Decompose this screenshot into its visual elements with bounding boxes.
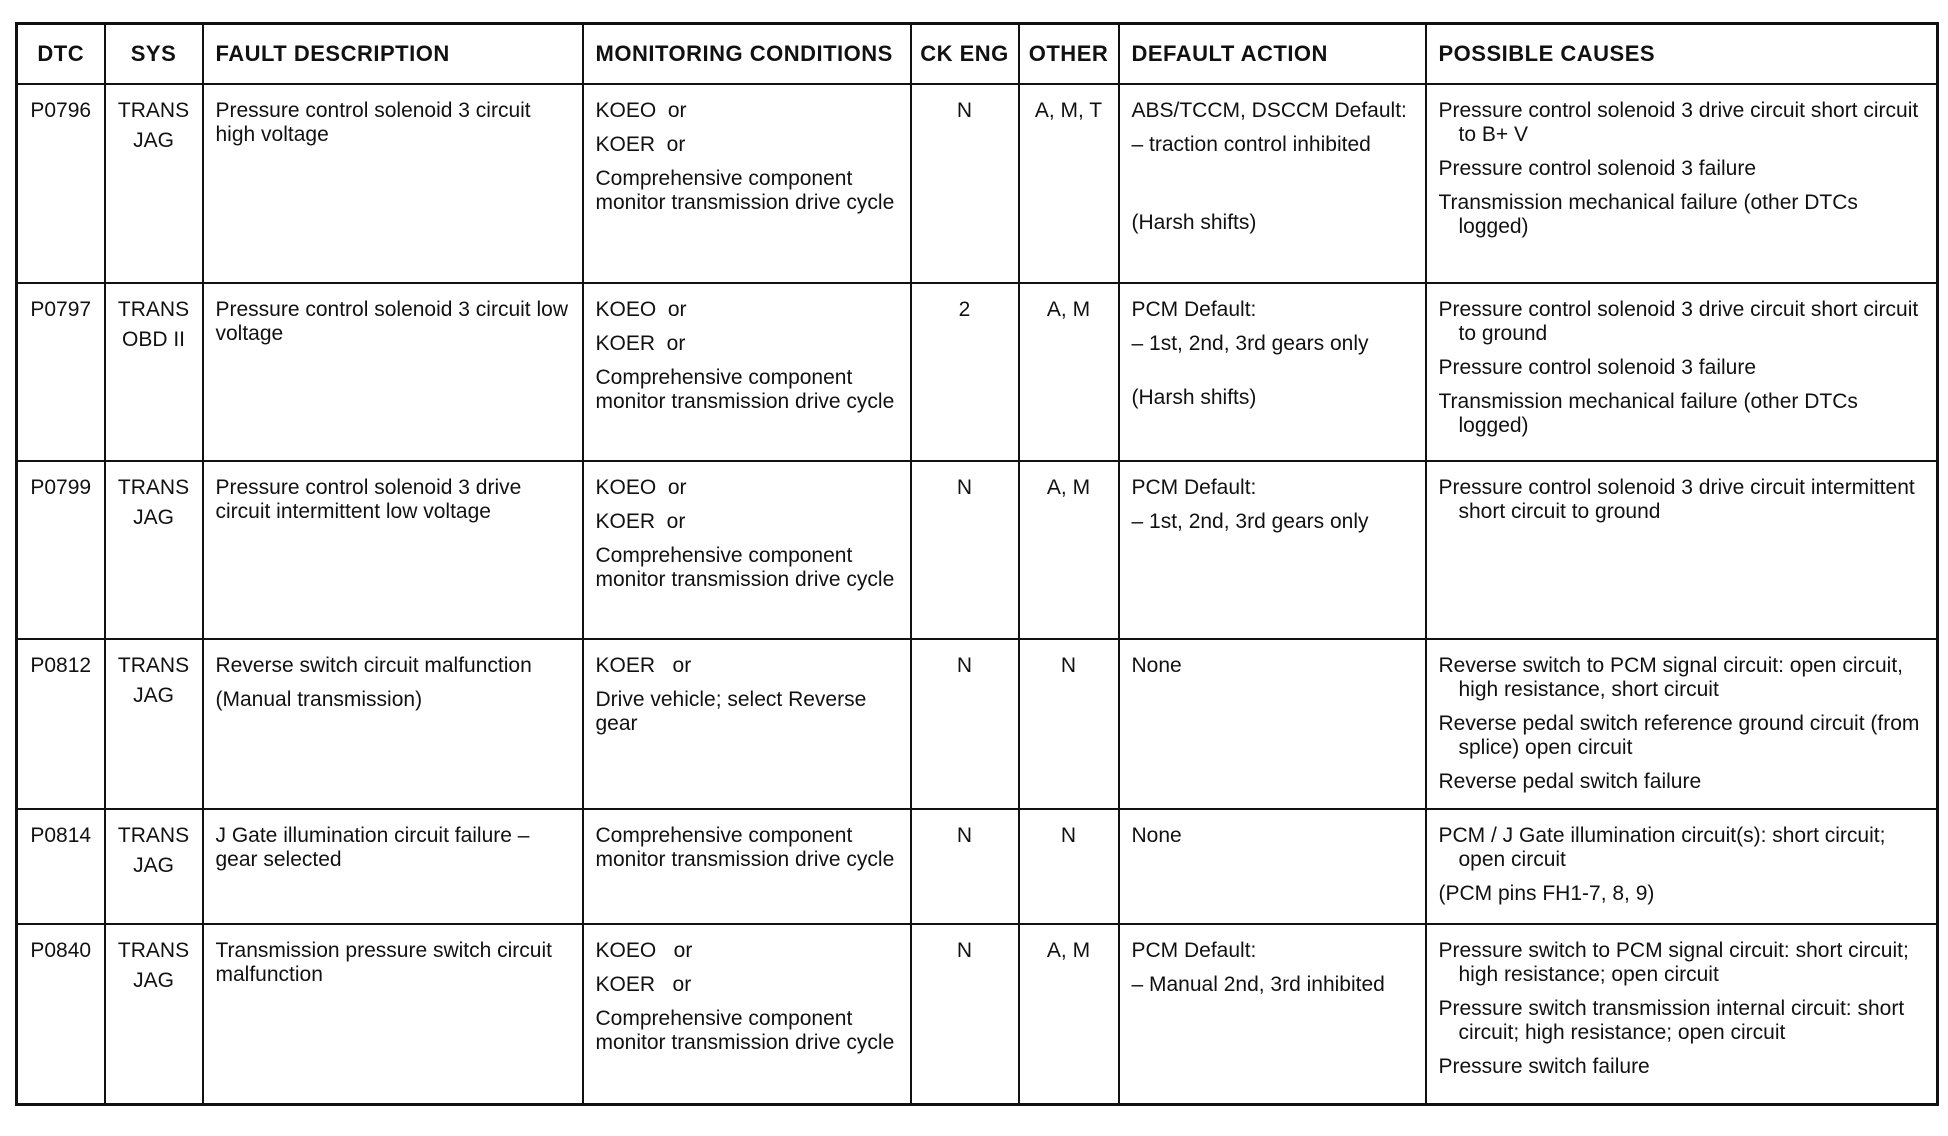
sys-cell <box>105 809 203 924</box>
fault-content <box>204 925 582 995</box>
default-action-cell <box>1119 639 1426 809</box>
ck-eng-value: 2 <box>958 298 971 321</box>
sys-cell <box>105 461 203 639</box>
dtc-code: P0797 <box>30 298 92 321</box>
possible-cause-line: Reverse pedal switch failure <box>1438 770 1702 793</box>
dtc-cell <box>17 84 105 283</box>
other-cell <box>1019 461 1119 639</box>
monitoring-cell <box>583 924 911 1104</box>
fault-line: Transmission pressure switch circuit malfunction <box>215 939 552 986</box>
monitoring-content <box>584 640 910 744</box>
fault-cell <box>203 639 583 809</box>
sys-line: JAG <box>133 506 174 529</box>
table-row <box>17 639 1938 809</box>
other-value: N <box>1060 824 1077 847</box>
sys-line: JAG <box>133 129 174 152</box>
other-value: A, M <box>1046 476 1091 499</box>
monitoring-line: Comprehensive component monitor transmission drive cycle <box>595 544 895 591</box>
fault-content <box>204 85 582 155</box>
dtc-code: P0814 <box>30 824 92 847</box>
sys-line: JAG <box>133 969 174 992</box>
ck-eng-value: N <box>956 824 973 847</box>
fault-line: Pressure control solenoid 3 circuit high voltage <box>215 99 531 146</box>
possible-cause-line: (PCM pins FH1-7, 8, 9) <box>1438 882 1655 905</box>
ck-eng-cell <box>911 809 1019 924</box>
possible-cause-line: Reverse switch to PCM signal circuit: open circuit, high resistance, short circuit <box>1438 654 1903 701</box>
default-action-line: PCM Default: <box>1131 939 1257 962</box>
possible-causes-cell <box>1426 283 1938 461</box>
possible-causes-cell <box>1426 461 1938 639</box>
default-action-line: (Harsh shifts) <box>1131 386 1257 409</box>
default-action-content <box>1120 85 1425 253</box>
monitoring-cell <box>583 461 911 639</box>
possible-cause-line: Transmission mechanical failure (other DTCs logged) <box>1438 191 1858 238</box>
fault-content <box>204 640 582 720</box>
possible-causes-content <box>1427 462 1937 532</box>
other-cell <box>1019 283 1119 461</box>
dtc-code: P0840 <box>30 939 92 962</box>
default-action-content <box>1120 284 1425 428</box>
monitoring-line: Comprehensive component monitor transmission drive cycle <box>595 824 895 871</box>
fault-cell <box>203 461 583 639</box>
monitoring-content <box>584 284 910 422</box>
default-action-line: ABS/TCCM, DSCCM Default: <box>1131 99 1407 122</box>
sys-line: TRANS <box>117 824 190 847</box>
default-action-line: – traction control inhibited <box>1131 133 1371 156</box>
ck-eng-value: N <box>956 654 973 677</box>
sys-content <box>106 462 202 544</box>
table-body <box>17 84 1938 1104</box>
sys-content <box>106 810 202 892</box>
default-action-line: – Manual 2nd, 3rd inhibited <box>1131 973 1385 996</box>
fault-line: Pressure control solenoid 3 drive circuit intermittent low voltage <box>215 476 522 523</box>
ck-eng-cell <box>911 924 1019 1104</box>
ck-eng-cell <box>911 283 1019 461</box>
other-cell <box>1019 809 1119 924</box>
fault-cell <box>203 809 583 924</box>
ck-eng-value: N <box>956 99 973 122</box>
sys-cell <box>105 84 203 283</box>
header-sys: SYS <box>105 24 203 85</box>
dtc-cell <box>17 461 105 639</box>
sys-line: JAG <box>133 684 174 707</box>
sys-line: TRANS <box>117 298 190 321</box>
monitoring-line: KOER or <box>595 654 692 677</box>
possible-cause-line: Pressure control solenoid 3 failure <box>1438 356 1757 379</box>
dtc-code: P0796 <box>30 99 92 122</box>
table-row <box>17 461 1938 639</box>
monitoring-content <box>584 85 910 223</box>
header-possible-causes: POSSIBLE CAUSES <box>1426 24 1938 85</box>
monitoring-line: KOEO or <box>595 476 687 499</box>
other-value: N <box>1060 654 1077 677</box>
header-default-action: DEFAULT ACTION <box>1119 24 1426 85</box>
fault-content <box>204 810 582 880</box>
header-monitoring-conditions: MONITORING CONDITIONS <box>583 24 911 85</box>
dtc-table <box>15 22 1939 1106</box>
possible-causes-content <box>1427 85 1937 247</box>
other-value: A, M <box>1046 939 1091 962</box>
table-row <box>17 84 1938 283</box>
monitoring-line: KOER or <box>595 133 686 156</box>
monitoring-content <box>584 462 910 600</box>
possible-causes-content <box>1427 640 1937 802</box>
sys-cell <box>105 639 203 809</box>
ck-eng-value: N <box>956 476 973 499</box>
monitoring-line: Comprehensive component monitor transmission drive cycle <box>595 366 895 413</box>
header-other: OTHER <box>1019 24 1119 85</box>
sys-cell <box>105 924 203 1104</box>
possible-cause-line: Reverse pedal switch reference ground circuit (from splice) open circuit <box>1438 712 1920 759</box>
default-action-line: PCM Default: <box>1131 298 1257 321</box>
fault-line: Pressure control solenoid 3 circuit low voltage <box>215 298 568 345</box>
ck-eng-cell <box>911 461 1019 639</box>
dtc-cell <box>17 924 105 1104</box>
dtc-code: P0812 <box>30 654 92 677</box>
monitoring-cell <box>583 84 911 283</box>
possible-causes-content <box>1427 810 1937 914</box>
default-action-content <box>1120 640 1425 696</box>
monitoring-line: Comprehensive component monitor transmission drive cycle <box>595 1007 895 1054</box>
monitoring-cell <box>583 809 911 924</box>
monitoring-line: KOER or <box>595 510 686 533</box>
other-value: A, M <box>1046 298 1091 321</box>
possible-cause-line: Transmission mechanical failure (other DTCs logged) <box>1438 390 1858 437</box>
ck-eng-cell <box>911 639 1019 809</box>
sys-line: TRANS <box>117 99 190 122</box>
possible-causes-content <box>1427 284 1937 446</box>
default-action-line: (Harsh shifts) <box>1131 211 1257 234</box>
sys-content <box>106 85 202 167</box>
other-value: A, M, T <box>1034 99 1103 122</box>
table-row <box>17 809 1938 924</box>
monitoring-line: KOEO or <box>595 939 693 962</box>
dtc-cell <box>17 283 105 461</box>
dtc-cell <box>17 639 105 809</box>
possible-cause-line: Pressure control solenoid 3 drive circuit intermittent short circuit to ground <box>1438 476 1915 523</box>
default-action-content <box>1120 925 1425 1015</box>
sys-line: OBD II <box>121 328 185 351</box>
fault-cell <box>203 924 583 1104</box>
sys-content <box>106 640 202 722</box>
monitoring-line: Drive vehicle; select Reverse gear <box>595 688 873 735</box>
header-dtc: DTC <box>17 24 105 85</box>
monitoring-content <box>584 925 910 1063</box>
possible-cause-line: Pressure control solenoid 3 failure <box>1438 157 1757 180</box>
table-row <box>17 283 1938 461</box>
sys-line: TRANS <box>117 939 190 962</box>
fault-content <box>204 284 582 354</box>
monitoring-cell <box>583 639 911 809</box>
monitoring-content <box>584 810 910 880</box>
fault-cell <box>203 283 583 461</box>
possible-causes-cell <box>1426 639 1938 809</box>
fault-line: Reverse switch circuit malfunction <box>215 654 532 677</box>
sys-content <box>106 284 202 366</box>
sys-cell <box>105 283 203 461</box>
default-action-cell <box>1119 924 1426 1104</box>
possible-cause-line: Pressure control solenoid 3 drive circuit short circuit to B+ V <box>1438 99 1919 146</box>
sys-line: TRANS <box>117 654 190 677</box>
default-action-cell <box>1119 84 1426 283</box>
possible-cause-line: PCM / J Gate illumination circuit(s): short circuit; open circuit <box>1438 824 1886 871</box>
sys-line: JAG <box>133 854 174 877</box>
default-action-cell <box>1119 283 1426 461</box>
dtc-code: P0799 <box>30 476 92 499</box>
sys-line: TRANS <box>117 476 190 499</box>
default-action-content <box>1120 810 1425 866</box>
possible-causes-cell <box>1426 84 1938 283</box>
monitoring-line: KOEO or <box>595 298 687 321</box>
ck-eng-value: N <box>956 939 973 962</box>
possible-causes-cell <box>1426 924 1938 1104</box>
possible-cause-line: Pressure control solenoid 3 drive circuit short circuit to ground <box>1438 298 1919 345</box>
monitoring-line: Comprehensive component monitor transmission drive cycle <box>595 167 895 214</box>
default-action-line: PCM Default: <box>1131 476 1257 499</box>
header-ck-eng: CK ENG <box>911 24 1019 85</box>
monitoring-line: KOER or <box>595 332 686 355</box>
possible-cause-line: Pressure switch failure <box>1438 1055 1650 1078</box>
fault-line: (Manual transmission) <box>215 688 423 711</box>
default-action-line: – 1st, 2nd, 3rd gears only <box>1131 510 1369 533</box>
fault-content <box>204 462 582 532</box>
other-cell <box>1019 84 1119 283</box>
monitoring-cell <box>583 283 911 461</box>
sys-content <box>106 925 202 1007</box>
default-action-content <box>1120 462 1425 552</box>
table-row <box>17 924 1938 1104</box>
possible-causes-content <box>1427 925 1937 1087</box>
monitoring-line: KOER or <box>595 973 692 996</box>
default-action-cell <box>1119 461 1426 639</box>
header-row <box>17 24 1938 85</box>
possible-cause-line: Pressure switch to PCM signal circuit: short circuit; high resistance; open circuit <box>1438 939 1909 986</box>
dtc-cell <box>17 809 105 924</box>
fault-line: J Gate illumination circuit failure – gear selected <box>215 824 530 871</box>
default-action-line: – 1st, 2nd, 3rd gears only <box>1131 332 1369 355</box>
fault-cell <box>203 84 583 283</box>
default-action-line: None <box>1131 654 1182 677</box>
ck-eng-cell <box>911 84 1019 283</box>
other-cell <box>1019 924 1119 1104</box>
default-action-cell <box>1119 809 1426 924</box>
possible-causes-cell <box>1426 809 1938 924</box>
default-action-line: None <box>1131 824 1182 847</box>
other-cell <box>1019 639 1119 809</box>
possible-cause-line: Pressure switch transmission internal circuit: short circuit; high resistance; open circuit <box>1438 997 1905 1044</box>
monitoring-line: KOEO or <box>595 99 687 122</box>
header-fault-description: FAULT DESCRIPTION <box>203 24 583 85</box>
